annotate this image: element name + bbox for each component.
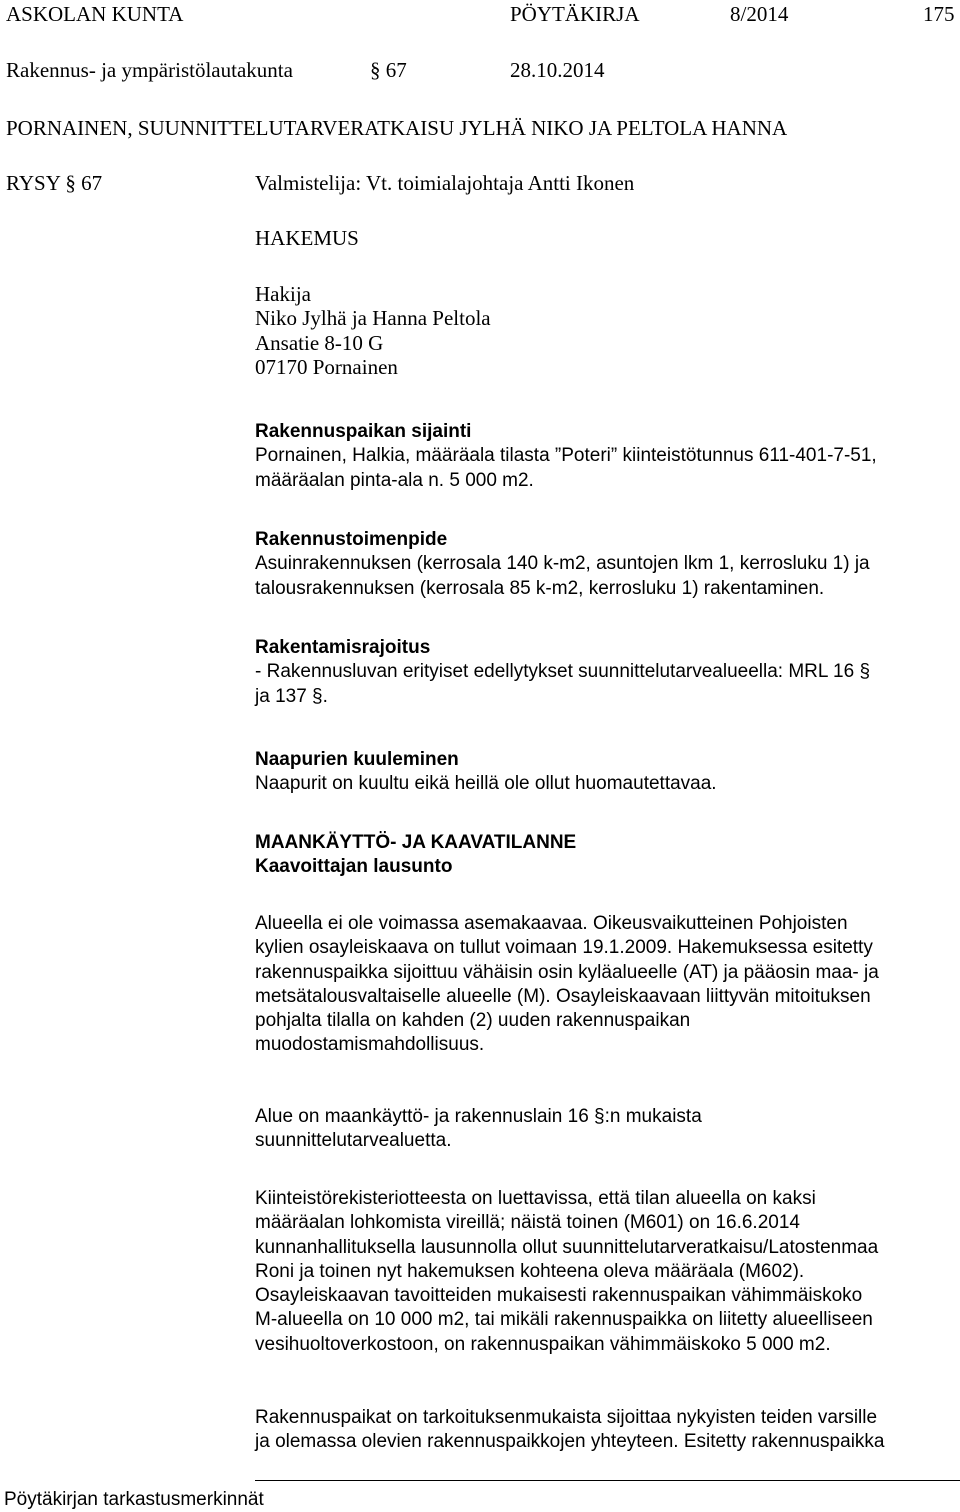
- paragraph-line: pohjalta tilalla on kahden (2) uuden rakennuspaikan: [255, 1010, 691, 1032]
- applicant-name: Niko Jylhä ja Hanna Peltola: [255, 306, 491, 331]
- land-use-paragraph-1: [255, 914, 955, 1060]
- paragraph-line: Roni ja toinen nyt hakemuksen kohteena oleva määräala (M602).: [255, 1260, 805, 1282]
- paragraph-line: ja olemassa olevien rakennuspaikkojen yhteyteen. Esitetty rakennuspaikka: [255, 1431, 885, 1453]
- paragraph-line: M-alueella on 10 000 m2, tai mikäli rakennuspaikka on liitetty alueelliseen: [255, 1309, 873, 1331]
- restriction-heading: Rakentamisrajoitus: [255, 637, 431, 658]
- measure-line: talousrakennuksen (kerrosala 85 k-m2, kerrosluku 1) rakentaminen.: [255, 577, 825, 599]
- applicant-postal: 07170 Pornainen: [255, 354, 398, 379]
- restriction-section: [255, 638, 955, 711]
- land-use-paragraph-2: [255, 1107, 955, 1156]
- footer-divider: [255, 1480, 960, 1481]
- hakemus-heading: HAKEMUS: [255, 226, 359, 250]
- paragraph-line: muodostamismahdollisuus.: [255, 1034, 485, 1056]
- document-title: PORNAINEN, SUUNNITTELUTARVERATKAISU JYLHÄ NIKO JA PELTOLA HANNA: [6, 116, 788, 140]
- paragraph-line: Rakennuspaikat on tarkoituksenmukaista sijoittaa nykyisten teiden varsille: [255, 1407, 878, 1428]
- paragraph-line: Alueella ei ole voimassa asemakaavaa. Oikeusvaikutteinen Pohjoisten: [255, 913, 848, 934]
- paragraph-line: Kiinteistörekisteriotteesta on luettavissa, että tilan alueella on kaksi: [255, 1188, 816, 1209]
- paragraph-line: kunnanhallituksella lausunnolla ollut suunnittelutarveratkaisu/Latostenmaa: [255, 1236, 879, 1258]
- restriction-line: - Rakennusluvan erityiset edellytykset suunnittelutarvealueella: MRL 16 §: [255, 661, 871, 683]
- paragraph-line: vesihuoltoverkostoon, on rakennuspaikan vähimmäiskoko 5 000 m2.: [255, 1333, 831, 1355]
- land-use-section: [255, 833, 955, 882]
- location-heading: Rakennuspaikan sijainti: [255, 421, 472, 442]
- land-use-heading: MAANKÄYTTÖ- JA KAAVATILANNE: [255, 832, 577, 853]
- committee-name: Rakennus- ja ympäristölautakunta: [6, 58, 293, 82]
- paragraph-line: määräalan lohkomista vireillä; näistä toinen (M601) on 16.6.2014: [255, 1212, 800, 1234]
- neighbors-line: Naapurit on kuultu eikä heillä ole ollut huomautettavaa.: [255, 773, 717, 795]
- applicant-label: Hakija: [255, 282, 311, 306]
- land-use-paragraph-3: [255, 1189, 955, 1359]
- applicant-address: Ansatie 8-10 G: [255, 330, 384, 355]
- land-use-paragraph-4: [255, 1408, 955, 1457]
- location-section: [255, 422, 955, 495]
- neighbors-heading: Naapurien kuuleminen: [255, 749, 459, 770]
- neighbors-section: [255, 750, 955, 799]
- measure-line: Asuinrakennuksen (kerrosala 140 k-m2, asuntojen lkm 1, kerrosluku 1) ja: [255, 553, 870, 575]
- restriction-line: ja 137 §.: [255, 685, 328, 707]
- measure-heading: Rakennustoimenpide: [255, 529, 448, 550]
- paragraph-line: rakennuspaikka sijoittuu vähäisin osin kyläalueelle (AT) ja pääosin maa- ja: [255, 961, 879, 983]
- measure-section: [255, 530, 955, 603]
- location-line: Pornainen, Halkia, määräala tilasta ”Poteri” kiinteistötunnus 611-401-7-51,: [255, 445, 877, 467]
- meeting-date: 28.10.2014: [510, 58, 605, 82]
- section-reference: RYSY § 67: [6, 171, 103, 195]
- document-type: PÖYTÄKIRJA: [510, 2, 640, 26]
- paragraph-line: suunnittelutarvealuetta.: [255, 1130, 452, 1152]
- applicant-block: [255, 282, 955, 379]
- location-line: määräalan pinta-ala n. 5 000 m2.: [255, 469, 534, 491]
- section-number: § 67: [370, 58, 407, 82]
- paragraph-line: metsätalousvaltaiselle alueelle (M). Osayleiskaavaan liittyvän mitoituksen: [255, 985, 871, 1007]
- municipality-name: ASKOLAN KUNTA: [6, 2, 184, 26]
- preparer: Valmistelija: Vt. toimialajohtaja Antti Ikonen: [255, 171, 635, 195]
- document-number: 8/2014: [730, 2, 789, 26]
- paragraph-line: Osayleiskaavan tavoitteiden mukaisesti rakennuspaikan vähimmäiskoko: [255, 1285, 863, 1307]
- footer-text: Pöytäkirjan tarkastusmerkinnät: [4, 1489, 264, 1510]
- paragraph-line: kylien osayleiskaava on tullut voimaan 19.1.2009. Hakemuksessa esitetty: [255, 937, 873, 959]
- page-number: 175: [923, 2, 955, 26]
- planner-statement-heading: Kaavoittajan lausunto: [255, 856, 453, 878]
- paragraph-line: Alue on maankäyttö- ja rakennuslain 16 §:n mukaista: [255, 1106, 702, 1127]
